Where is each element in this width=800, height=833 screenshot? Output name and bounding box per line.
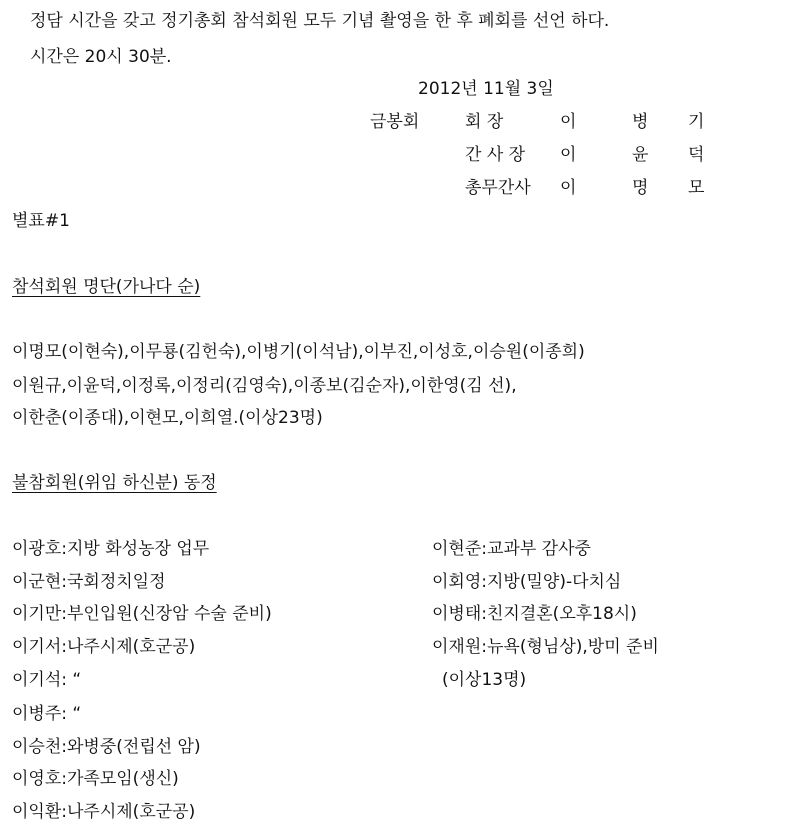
closing-line-2: 시간은 20시 30분. [30, 47, 172, 67]
absentee-entry: 이기서:나주시제(호군공) [12, 637, 196, 657]
signature-given1: 윤 [632, 145, 649, 165]
signature-general-secretary [370, 177, 730, 199]
absentee-count: (이상13명) [442, 670, 527, 690]
closing-line-1: 정담 시간을 갖고 정기총회 참석회원 모두 기념 촬영을 한 후 폐회를 선언 하다. [30, 11, 610, 31]
absentee-entry: 이영호:가족모임(생신) [12, 769, 179, 789]
signature-given1: 명 [632, 178, 649, 198]
attachment-label: 별표#1 [12, 211, 70, 231]
attendees-line: 이한춘(이종대),이현모,이희열.(이상23명) [12, 408, 323, 428]
signature-org: 금봉회 [370, 112, 420, 132]
signature-surname: 이 [560, 145, 577, 165]
absentee-entry: 이재원:뉴욕(형님상),방미 준비 [432, 637, 659, 657]
absentees-heading: 불참회원(위임 하신분) 동정 [12, 473, 217, 493]
signature-given2: 기 [688, 112, 705, 132]
absentee-entry: 이병주: “ [12, 704, 82, 724]
absentee-entry: 이광호:지방 화성농장 업무 [12, 539, 210, 559]
signature-title: 간 사 장 [465, 145, 526, 165]
absentee-entry: 이군현:국회정치일정 [12, 572, 166, 592]
signature-given1: 병 [632, 112, 649, 132]
signature-title: 회 장 [465, 112, 504, 132]
absentee-entry: 이기석: “ [12, 670, 82, 690]
signature-given2: 덕 [688, 145, 705, 165]
signature-title: 총무간사 [465, 178, 531, 198]
attendees-heading: 참석회원 명단(가나다 순) [12, 277, 201, 297]
signature-chief-secretary [370, 144, 730, 166]
absentee-entry: 이병태:친지결혼(오후18시) [432, 604, 637, 624]
signature-president [370, 111, 730, 133]
absentee-entry: 이회영:지방(밀양)-다치심 [432, 572, 622, 592]
attendees-line: 이명모(이현숙),이무룡(김헌숙),이병기(이석남),이부진,이성호,이승원(이종희) [12, 342, 585, 362]
attendees-line: 이원규,이윤덕,이정록,이정리(김영숙),이종보(김순자),이한영(김 선), [12, 376, 517, 396]
signature-given2: 모 [688, 178, 705, 198]
absentee-entry: 이승천:와병중(전립선 암) [12, 737, 201, 757]
document-date: 2012년 11월 3일 [418, 79, 554, 99]
absentee-entry: 이기만:부인입원(신장암 수술 준비) [12, 604, 272, 624]
signature-surname: 이 [560, 112, 577, 132]
absentee-entry: 이익환:나주시제(호군공) [12, 802, 196, 822]
signature-surname: 이 [560, 178, 577, 198]
absentee-entry: 이현준:교과부 감사중 [432, 539, 591, 559]
